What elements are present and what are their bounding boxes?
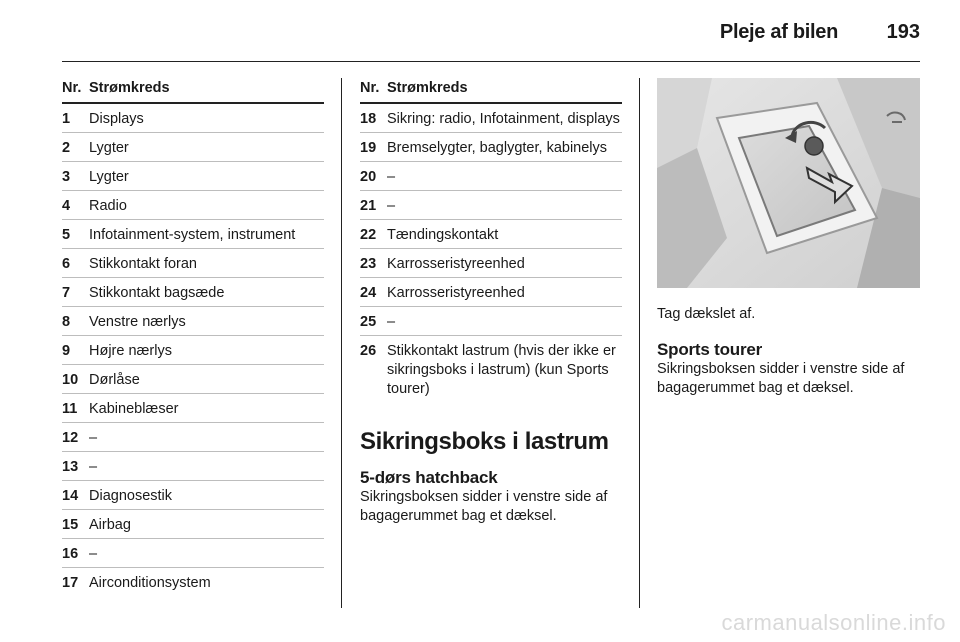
fuse-number: 16 — [62, 546, 79, 562]
table-row — [62, 481, 324, 510]
fuse-number: 24 — [360, 285, 377, 301]
table-row — [62, 510, 324, 539]
table-row — [62, 394, 324, 423]
page-number: 193 — [886, 21, 920, 43]
table-body — [62, 104, 324, 597]
circuit-name: – — [387, 169, 396, 185]
circuit-name: – — [387, 198, 396, 214]
fuse-cover-photo — [657, 78, 920, 288]
table-row — [62, 336, 324, 365]
fuse-number: 17 — [62, 575, 79, 591]
circuit-name: Infotainment-system, instrument — [89, 227, 296, 243]
fuse-number: 8 — [62, 314, 71, 330]
column-divider — [639, 78, 640, 608]
table-row — [62, 162, 324, 191]
figure-column — [657, 78, 920, 398]
table-row — [360, 336, 622, 402]
table-body — [360, 104, 622, 402]
circuit-name: Airbag — [89, 517, 131, 533]
fuse-number: 11 — [62, 401, 78, 417]
table-row — [62, 365, 324, 394]
section-heading: Sikringsboks i lastrum — [360, 428, 609, 455]
circuit-name: Lygter — [89, 140, 129, 156]
table-row — [360, 191, 622, 220]
hatchback-heading: 5-dørs hatchback — [360, 468, 498, 487]
fuse-number: 21 — [360, 198, 377, 214]
table-row — [62, 220, 324, 249]
circuit-name: Karrosseristyreenhed — [387, 285, 525, 301]
table-row — [62, 307, 324, 336]
fuse-number: 26 — [360, 343, 377, 359]
circuit-name: Stikkontakt bagsæde — [89, 285, 225, 301]
page-title: Pleje af bilen — [719, 21, 838, 43]
fuse-number: 15 — [62, 517, 79, 533]
table-row — [360, 307, 622, 336]
fuse-number: 23 — [360, 256, 377, 272]
header-circuit: Strømkreds — [387, 80, 468, 96]
fuse-number: 2 — [62, 140, 71, 156]
circuit-name: Kabineblæser — [89, 401, 179, 417]
hatchback-text: Sikringsboksen sidder i venstre side af bagagerummet bag et dæksel. — [360, 489, 608, 524]
fuse-number: 13 — [62, 459, 79, 475]
table-row — [62, 539, 324, 568]
circuit-name: Dørlåse — [89, 372, 140, 388]
circuit-name: Airconditionsystem — [89, 575, 211, 591]
fuse-number: 7 — [62, 285, 71, 301]
table-row — [62, 423, 324, 452]
circuit-name: Tændingskontakt — [387, 227, 499, 243]
table-header — [360, 78, 622, 104]
table-header — [62, 78, 324, 104]
fuse-number: 20 — [360, 169, 377, 185]
circuit-name: – — [89, 546, 98, 562]
table-row — [62, 249, 324, 278]
fuse-number: 1 — [62, 111, 71, 127]
header-no: Nr. — [62, 80, 82, 96]
fuse-number: 12 — [62, 430, 79, 446]
fuse-number: 22 — [360, 227, 377, 243]
header-no: Nr. — [360, 80, 380, 96]
table-row — [360, 104, 622, 133]
table-row — [62, 278, 324, 307]
header-circuit: Strømkreds — [89, 80, 170, 96]
column-divider — [341, 78, 342, 608]
table-row — [62, 452, 324, 481]
table-row — [62, 191, 324, 220]
circuit-name: Højre nærlys — [89, 343, 172, 359]
watermark: carmanualsonline.info — [721, 610, 946, 635]
fuse-number: 9 — [62, 343, 71, 359]
circuit-name: Displays — [89, 111, 144, 127]
sports-tourer-text: Sikringsboksen sidder i venstre side af bagagerummet bag et dæksel. — [657, 361, 905, 396]
table-row — [62, 104, 324, 133]
fuse-number: 5 — [62, 227, 71, 243]
circuit-name: – — [387, 314, 396, 330]
table-row — [360, 220, 622, 249]
circuit-name: Karrosseristyreenhed — [387, 256, 525, 272]
circuit-name: Stikkontakt lastrum (hvis der ikke er sikringsboks i lastrum) (kun Sports tourer) — [387, 343, 616, 397]
table-row — [360, 133, 622, 162]
circuit-name: Diagnosestik — [89, 488, 173, 504]
fuse-number: 4 — [62, 198, 71, 214]
circuit-name: Bremselygter, baglygter, kabinelys — [387, 140, 608, 156]
circuit-name: Radio — [89, 198, 127, 214]
fuse-number: 18 — [360, 111, 377, 127]
fuse-table-left — [62, 78, 324, 597]
table-row — [62, 133, 324, 162]
page-header — [62, 0, 920, 62]
table-row — [360, 278, 622, 307]
table-row — [62, 568, 324, 597]
table-row — [360, 249, 622, 278]
circuit-name: – — [89, 430, 98, 446]
table-row — [360, 162, 622, 191]
fuse-cover-illustration — [657, 78, 920, 288]
circuit-name: Sikring: radio, Infotainment, displays — [387, 111, 620, 127]
figure-caption: Tag dækslet af. — [657, 306, 756, 322]
fuse-number: 25 — [360, 314, 377, 330]
fuse-number: 14 — [62, 488, 79, 504]
circuit-name: Venstre nærlys — [89, 314, 186, 330]
sports-tourer-heading: Sports tourer — [657, 340, 763, 359]
fuse-table-right — [360, 78, 622, 526]
fuse-number: 3 — [62, 169, 71, 185]
circuit-name: – — [89, 459, 98, 475]
circuit-name: Lygter — [89, 169, 129, 185]
circuit-name: Stikkontakt foran — [89, 256, 197, 272]
fuse-number: 19 — [360, 140, 377, 156]
fuse-number: 10 — [62, 372, 79, 388]
fuse-number: 6 — [62, 256, 71, 272]
